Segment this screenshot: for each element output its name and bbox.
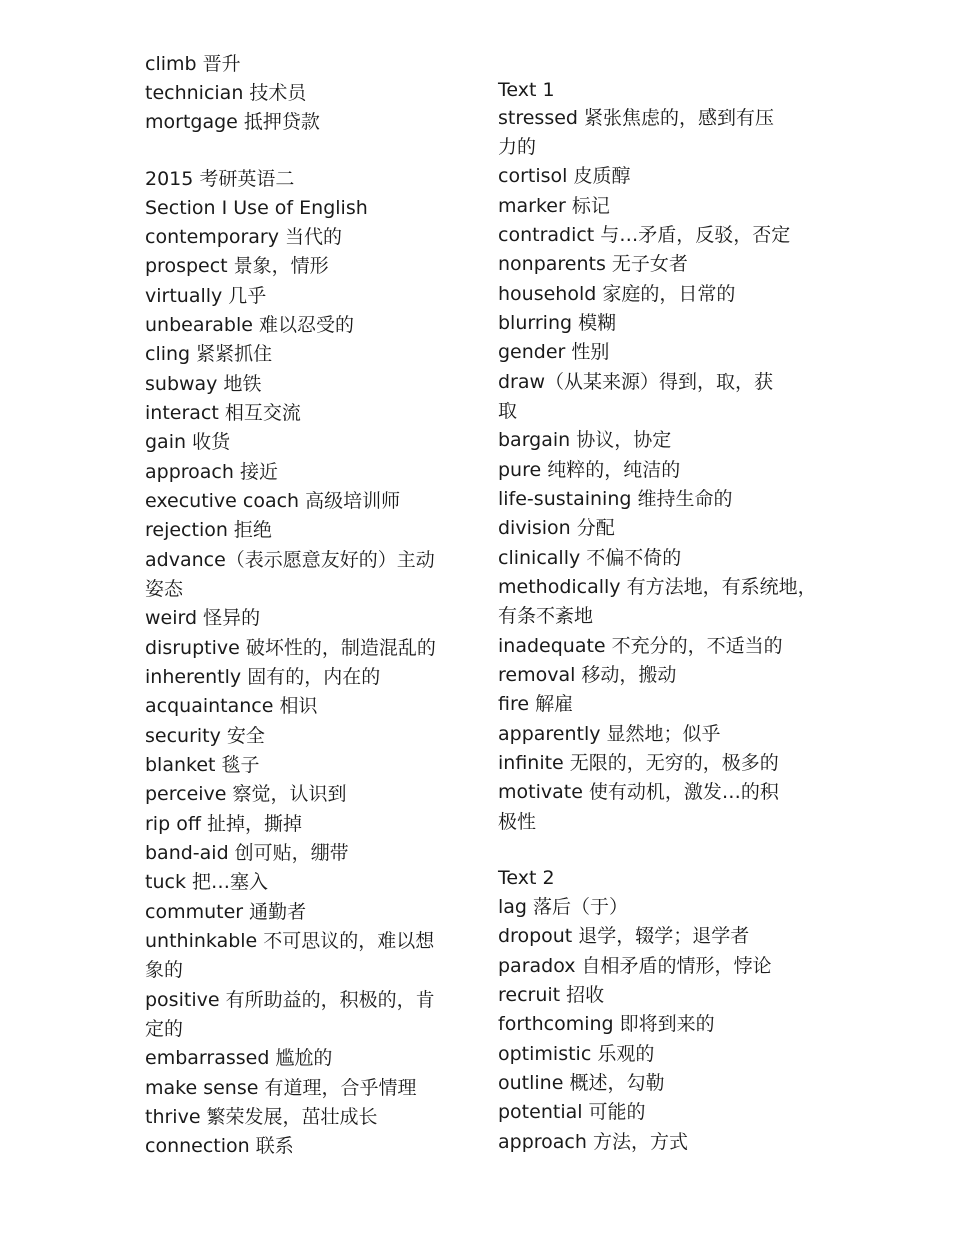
vocab-entry: bargain 协议，协定 bbox=[498, 429, 672, 451]
vocab-entry: contradict 与…矛盾，反驳，否定 bbox=[498, 224, 791, 246]
vocab-entry: outline 概述，勾勒 bbox=[498, 1072, 665, 1094]
vocab-entry: disruptive 破坏性的，制造混乱的 bbox=[145, 637, 436, 659]
vocab-entry: weird 怪异的 bbox=[145, 607, 261, 629]
vocab-entry: rip off 扯掉，撕掉 bbox=[145, 813, 302, 835]
vocab-entry: embarrassed 尴尬的 bbox=[145, 1047, 333, 1069]
vocab-entry: stressed 紧张焦虑的，感到有压 bbox=[498, 107, 775, 129]
vocab-entry: approach 接近 bbox=[145, 461, 278, 483]
vocab-entry-continued: 定的 bbox=[145, 1018, 184, 1040]
vocab-entry: life-sustaining 维持生命的 bbox=[498, 488, 733, 510]
vocab-entry: recruit 招收 bbox=[498, 984, 605, 1006]
vocab-entry: band-aid 创可贴，绷带 bbox=[145, 842, 349, 864]
vocab-entry: inherently 固有的，内在的 bbox=[145, 666, 381, 688]
vocab-entry: dropout 退学，辍学；退学者 bbox=[498, 925, 750, 947]
vocab-entry: cortisol 皮质醇 bbox=[498, 165, 631, 187]
vocab-entry: blanket 毯子 bbox=[145, 754, 260, 776]
vocab-entry: optimistic 乐观的 bbox=[498, 1043, 655, 1065]
vocab-entry-continued: 力的 bbox=[498, 136, 537, 158]
vocab-entry: positive 有所助益的，积极的，肯 bbox=[145, 989, 435, 1011]
vocab-entry: technician 技术员 bbox=[145, 82, 307, 104]
vocab-entry-continued: 姿态 bbox=[145, 578, 184, 600]
vocab-entry: acquaintance 相识 bbox=[145, 695, 318, 717]
vocab-entry: prospect 景象，情形 bbox=[145, 255, 329, 277]
vocab-entry: gain 收货 bbox=[145, 431, 231, 453]
vocab-entry: make sense 有道理，合乎情理 bbox=[145, 1077, 417, 1099]
vocab-entry: pure 纯粹的，纯洁的 bbox=[498, 459, 681, 481]
vocab-entry-continued: 取 bbox=[498, 400, 518, 422]
vocab-entry: contemporary 当代的 bbox=[145, 226, 342, 248]
vocab-entry: subway 地铁 bbox=[145, 373, 262, 395]
vocab-entry: interact 相互交流 bbox=[145, 402, 301, 424]
vocab-entry-continued: 有条不紊地 bbox=[498, 605, 594, 627]
vocab-entry: division 分配 bbox=[498, 517, 615, 539]
vocab-entry: lag 落后（于） bbox=[498, 896, 629, 918]
vocab-entry: potential 可能的 bbox=[498, 1101, 646, 1123]
vocab-entry: perceive 察觉，认识到 bbox=[145, 783, 347, 805]
vocab-entry: paradox 自相矛盾的情形，悖论 bbox=[498, 955, 772, 977]
vocab-entry: unbearable 难以忍受的 bbox=[145, 314, 355, 336]
vocab-entry: gender 性别 bbox=[498, 341, 610, 363]
vocab-entry: blurring 模糊 bbox=[498, 312, 617, 334]
vocab-entry: apparently 显然地；似乎 bbox=[498, 723, 721, 745]
vocab-entry-continued: 象的 bbox=[145, 959, 184, 981]
vocab-entry: marker 标记 bbox=[498, 195, 610, 217]
vocab-entry-continued: 极性 bbox=[498, 811, 537, 833]
vocab-entry: methodically 有方法地，有系统地， bbox=[498, 576, 817, 598]
vocab-entry: household 家庭的，日常的 bbox=[498, 283, 736, 305]
vocab-entry: clinically 不偏不倚的 bbox=[498, 547, 682, 569]
vocab-entry: inadequate 不充分的，不适当的 bbox=[498, 635, 783, 657]
section-heading: Section Ⅰ Use of English bbox=[145, 197, 368, 219]
vocab-entry: rejection 拒绝 bbox=[145, 519, 272, 541]
text-heading: Text 2 bbox=[498, 867, 555, 889]
vocab-entry: executive coach 高级培训师 bbox=[145, 490, 401, 512]
vocab-entry: climb 晋升 bbox=[145, 53, 241, 75]
vocab-entry: motivate 使有动机，激发…的积 bbox=[498, 781, 779, 803]
vocab-entry: advance（表示愿意友好的）主动 bbox=[145, 549, 435, 571]
vocab-entry: thrive 繁荣发展，茁壮成长 bbox=[145, 1106, 378, 1128]
vocab-entry: connection 联系 bbox=[145, 1135, 294, 1157]
vocab-entry: nonparents 无子女者 bbox=[498, 253, 688, 275]
vocab-entry: approach 方法，方式 bbox=[498, 1131, 688, 1153]
vocab-entry: commuter 通勤者 bbox=[145, 901, 307, 923]
vocab-entry: tuck 把…塞入 bbox=[145, 871, 268, 893]
text-heading: Text 1 bbox=[498, 79, 555, 101]
vocab-entry: unthinkable 不可思议的，难以想 bbox=[145, 930, 435, 952]
vocab-entry: cling 紧紧抓住 bbox=[145, 343, 273, 365]
vocab-entry: forthcoming 即将到来的 bbox=[498, 1013, 715, 1035]
vocab-entry: infinite 无限的，无穷的，极多的 bbox=[498, 752, 779, 774]
vocab-entry: draw（从某来源）得到，取，获 bbox=[498, 371, 774, 393]
exam-title: 2015 考研英语二 bbox=[145, 168, 295, 190]
vocab-entry: virtually 几乎 bbox=[145, 285, 267, 307]
vocab-entry: removal 移动，搬动 bbox=[498, 664, 677, 686]
vocab-entry: mortgage 抵押贷款 bbox=[145, 111, 320, 133]
vocab-entry: fire 解雇 bbox=[498, 693, 574, 715]
vocab-entry: security 安全 bbox=[145, 725, 265, 747]
